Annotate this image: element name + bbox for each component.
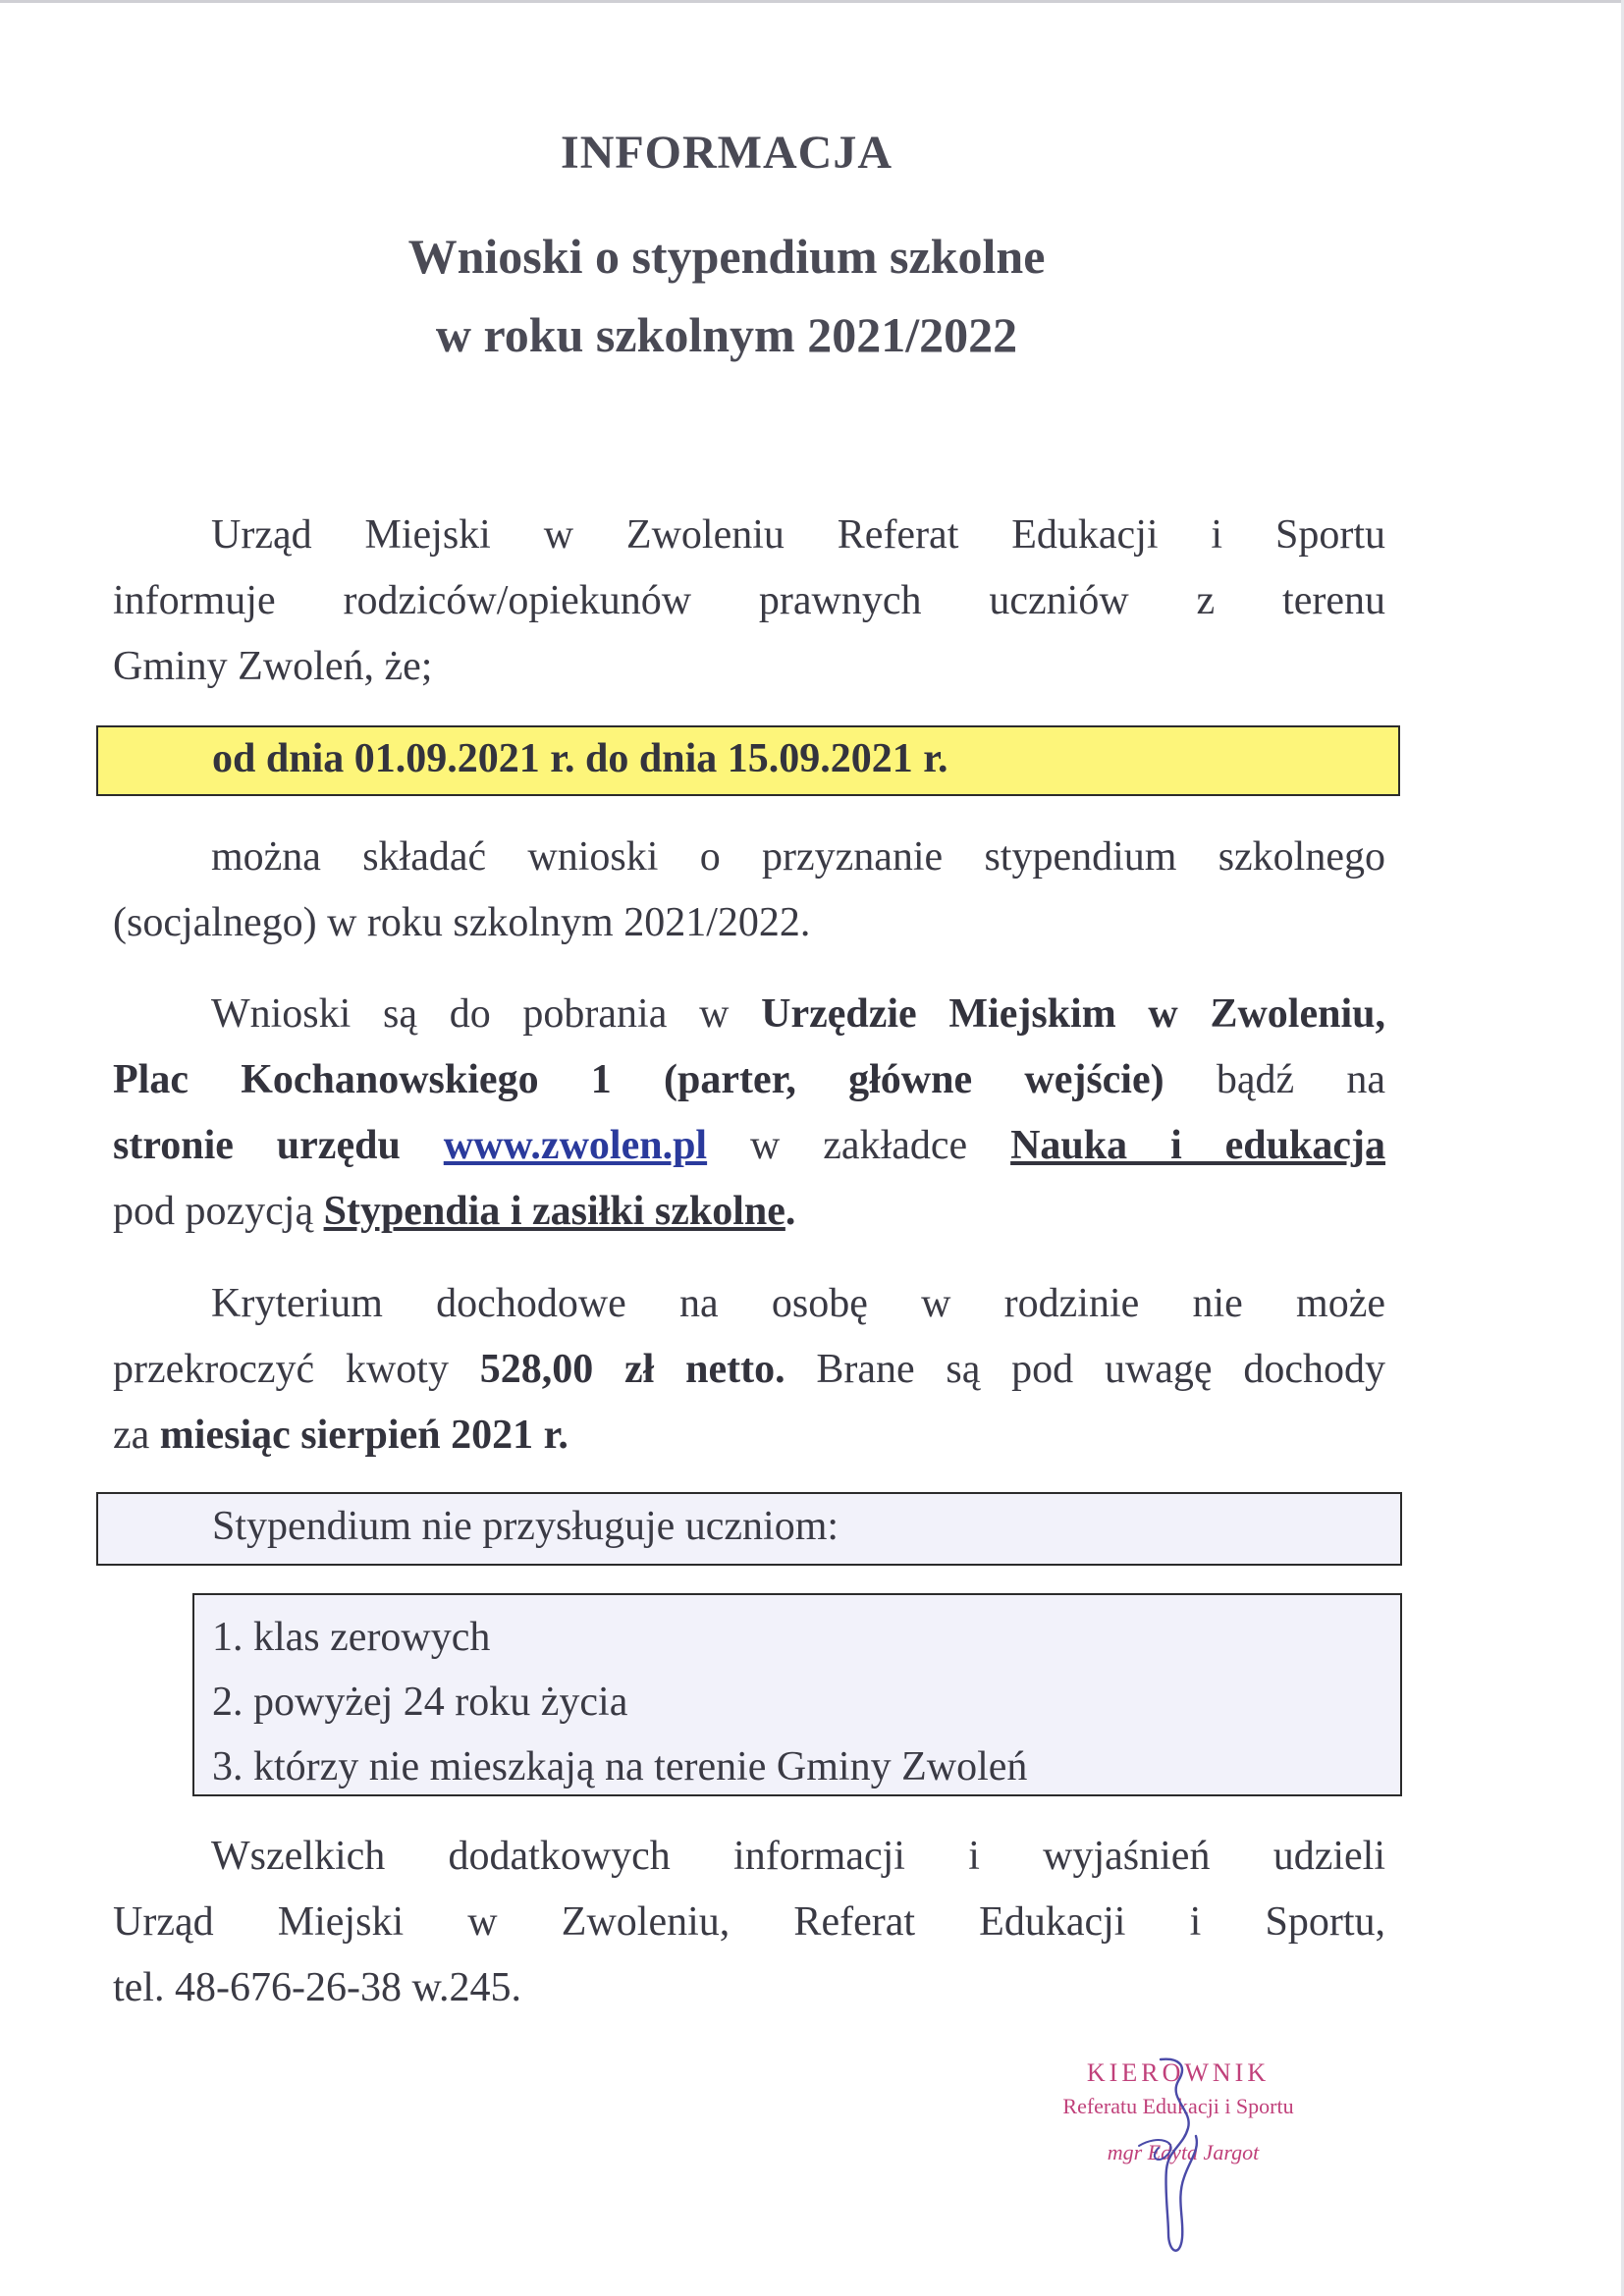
- list-item: 1. klas zerowych: [212, 1615, 491, 1660]
- criterion-line-2: [113, 1337, 1385, 1403]
- document-subtitle-line2: w roku szkolnym 2021/2022: [435, 307, 1018, 362]
- criterion-line-1: Kryterium dochodowe na osobę w rodzinie nie może: [211, 1281, 1385, 1326]
- download-line-3: [113, 1113, 1385, 1179]
- exclusions-list: [212, 1605, 1027, 1799]
- contact-line-3: tel. 48-676-26-38 w.245.: [113, 1965, 522, 2010]
- site-label: stronie urzędu: [113, 1123, 401, 1168]
- income-month: miesiąc sierpień 2021 r.: [159, 1413, 568, 1458]
- apply-line-2: (socjalnego) w roku szkolnym 2021/2022.: [113, 900, 811, 945]
- download-text-2: bądź na: [1164, 1057, 1385, 1102]
- criterion-text-2: Brane są pod uwagę dochody: [785, 1347, 1385, 1392]
- contact-line-2: Urząd Miejski w Zwoleniu, Referat Edukacji i Sportu,: [113, 1899, 1385, 1945]
- apply-paragraph: [113, 825, 1385, 956]
- intro-line-1: Urząd Miejski w Zwoleniu Referat Edukacji i Sportu: [211, 512, 1385, 558]
- criterion-text-3: za: [113, 1413, 160, 1458]
- document-title: INFORMACJA: [561, 127, 893, 179]
- intro-paragraph: [113, 503, 1385, 700]
- exclusions-list-box: [192, 1593, 1402, 1796]
- intro-line-3: Gminy Zwoleń, że;: [113, 644, 433, 689]
- exclusions-heading: Stypendium nie przysługuje uczniom:: [212, 1504, 839, 1549]
- list-item: 2. powyżej 24 roku życia: [212, 1680, 628, 1725]
- position-name: Stypendia i zasiłki szkolne: [323, 1189, 785, 1234]
- stamp-name: mgr Edyta Jargot: [1107, 2140, 1260, 2164]
- download-text-4: pod pozycją: [113, 1189, 324, 1234]
- office-address: Plac Kochanowskiego 1 (parter, główne wejście): [113, 1057, 1164, 1102]
- download-text-3: w zakładce: [707, 1123, 1011, 1168]
- stamp-role: KIEROWNIK: [1086, 2058, 1271, 2087]
- download-text-1: Wnioski są do pobrania w: [211, 991, 762, 1037]
- download-paragraph: [113, 982, 1385, 1245]
- apply-line-1: można składać wnioski o przyznanie stypendium szkolnego: [211, 834, 1385, 880]
- criterion-line-3: [113, 1403, 1385, 1468]
- website-link[interactable]: www.zwolen.pl: [443, 1123, 708, 1168]
- criterion-paragraph: [113, 1271, 1385, 1468]
- stamp-unit: Referatu Edukacji i Sportu: [1062, 2094, 1294, 2118]
- contact-line-1: Wszelkich dodatkowych informacji i wyjaśnień udzieli: [211, 1834, 1385, 1879]
- intro-line-2: informuje rodziców/opiekunów prawnych uczniów z terenu: [113, 578, 1385, 623]
- scan-edge-top: [0, 0, 1624, 3]
- document-subtitle-line1: Wnioski o stypendium szkolne: [407, 229, 1046, 284]
- download-line-2: [113, 1047, 1385, 1113]
- office-name: Urzędzie Miejskim w Zwoleniu,: [761, 991, 1385, 1037]
- income-amount: 528,00 zł netto.: [479, 1347, 785, 1392]
- criterion-text-1: przekroczyć kwoty: [113, 1347, 480, 1392]
- download-line-4: [113, 1179, 1385, 1245]
- tab-name: Nauka i edukacja: [1010, 1123, 1386, 1168]
- list-item: 3. którzy nie mieszkają na terenie Gminy Zwoleń: [212, 1744, 1028, 1789]
- download-period: .: [785, 1189, 796, 1234]
- download-line-1: [113, 982, 1385, 1047]
- official-stamp: [1021, 2052, 1335, 2263]
- date-range: od dnia 01.09.2021 r. do dnia 15.09.2021 r.: [212, 736, 948, 781]
- stamp-graphic: [1021, 2052, 1335, 2263]
- contact-paragraph: [113, 1824, 1385, 2021]
